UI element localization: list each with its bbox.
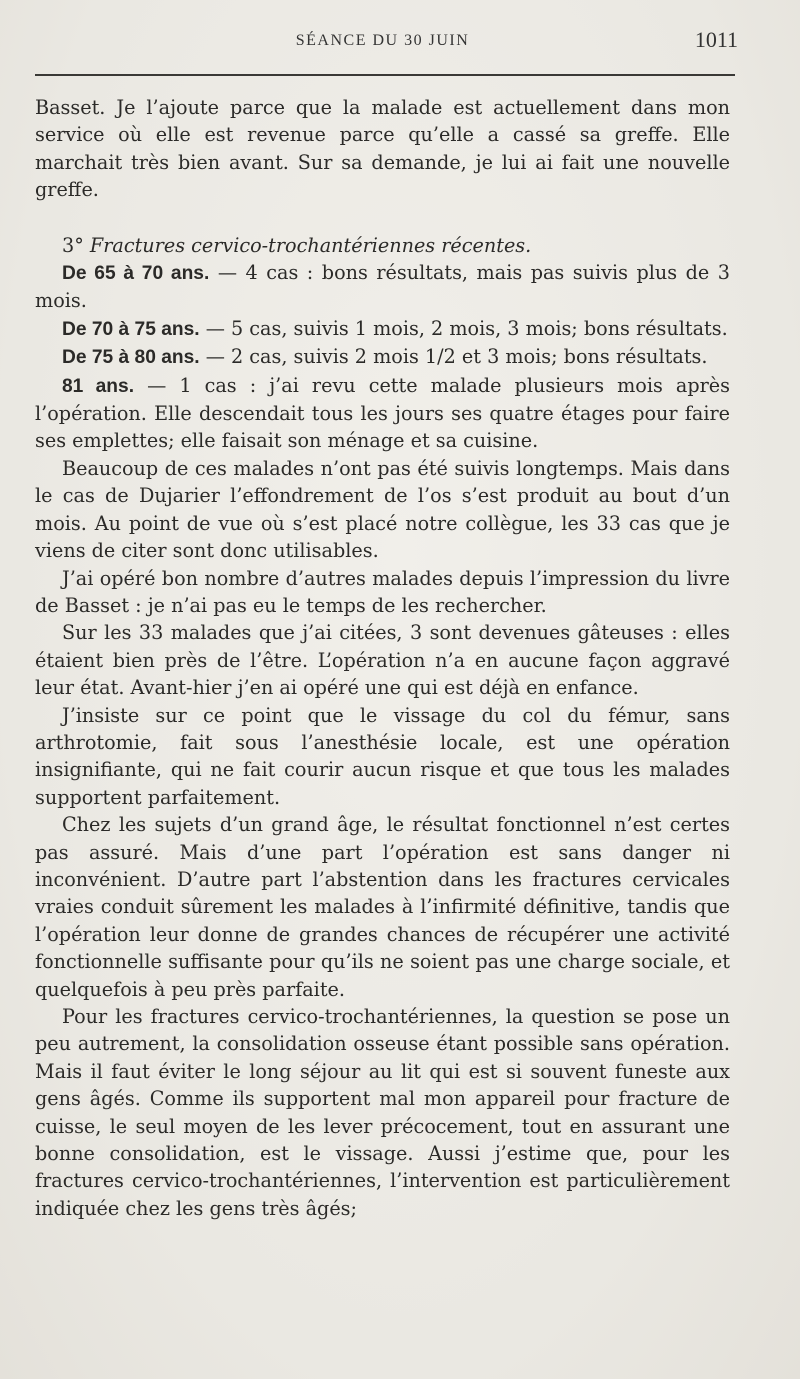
age-label: De 70 à 75 ans. [62, 318, 200, 340]
paragraph-basset: Basset. Je l’ajoute parce que la malade est actuellement dans mon service où elle est revenue parce qu’elle a cassé sa greffe. Elle marchait très bien avant. Sur sa demande, je lui ai fait une nouvelle greffe. [35, 96, 730, 202]
running-header [35, 0, 738, 70]
age-group-81 [35, 372, 730, 455]
age-text: — 4 cas : bons résultats, mais pas suivis plus de 3 mois. [35, 261, 730, 313]
paragraph-beaucoup: Beaucoup de ces malades n’ont pas été suivis longtemps. Mais dans le cas de Dujarier l’effondrement de l’os s’est produit au bout d’un mois. Au point de vue où s’est placé notre collègue, les 33 cas que je viens de citer sont donc utilisables. [35, 456, 730, 563]
section-number: 3° [62, 233, 84, 257]
age-label: 81 ans. [62, 375, 135, 397]
section-heading-3 [35, 232, 730, 259]
header-rule [35, 74, 735, 76]
paragraph-chez-les-sujets: Chez les sujets d’un grand âge, le résultat fonctionnel n’est certes pas assuré. Mais d’une part l’opération est sans danger ni inconvénient. D’autre part l’abstention dans les fractures cervicales vraies conduit sûrement les malades à l’infirmité définitive, tandis que l’opération leur donne de grandes chances de récupérer une activité fonctionnelle suffisante pour qu’ils ne soient pas une charge sociale, et quelquefois à peu près parfaite. [35, 813, 730, 1001]
paragraph-opere: J’ai opéré bon nombre d’autres malades depuis l’impression du livre de Basset : je n’ai pas eu le temps de les rechercher. [35, 566, 730, 617]
age-text: — 5 cas, suivis 1 mois, 2 mois, 3 mois; bons résultats. [199, 316, 728, 340]
paragraph-pour-les-fractures: Pour les fractures cervico-trochantériennes, la question se pose un peu autrement, la consolidation osseuse étant possible sans opération. Mais il faut éviter le long séjour au lit qui est si souvent funeste aux gens âgés. Comme ils supportent mal mon appareil pour fracture de cuisse, le seul moyen de les lever précocement, tout en assurant une bonne consolidation, est le vissage. Aussi j’estime que, pour les fractures cervico-trochantériennes, l’intervention est particulièrement indiquée chez les gens très âgés; [35, 1005, 730, 1220]
age-label: De 75 à 80 ans. [62, 347, 200, 369]
body-text [35, 70, 730, 1222]
age-text: — 1 cas : j’ai revu cette malade plusieurs mois après l’opération. Elle descendait tous les jours ses quatre étages pour faire ses emplettes; elle faisait son ménage et sa cuisine. [35, 373, 730, 453]
age-group-70-75 [35, 315, 730, 343]
age-group-65-70 [35, 259, 730, 315]
paragraph-insiste: J’insiste sur ce point que le vissage du col du fémur, sans arthrotomie, fait sous l’anesthésie locale, est une opération insignifiante, qui ne fait courir aucun risque et que tous les malades supportent parfaitement. [35, 703, 730, 809]
age-text: — 2 cas, suivis 2 mois 1/2 et 3 mois; bons résultats. [199, 345, 708, 369]
running-title: SÉANCE DU 30 JUIN [295, 32, 470, 49]
page-number: 1011 [694, 27, 738, 52]
section-title: Fractures cervico-trochantériennes récentes. [89, 233, 532, 257]
age-label: De 65 à 70 ans. [62, 263, 210, 285]
paragraph-sur-les-33: Sur les 33 malades que j’ai citées, 3 sont devenues gâteuses : elles étaient bien près de l’être. L’opération n’a en aucune façon aggravé leur état. Avant-hier j’en ai opéré une qui est déjà en enfance. [35, 621, 730, 700]
age-group-75-80 [35, 343, 730, 371]
